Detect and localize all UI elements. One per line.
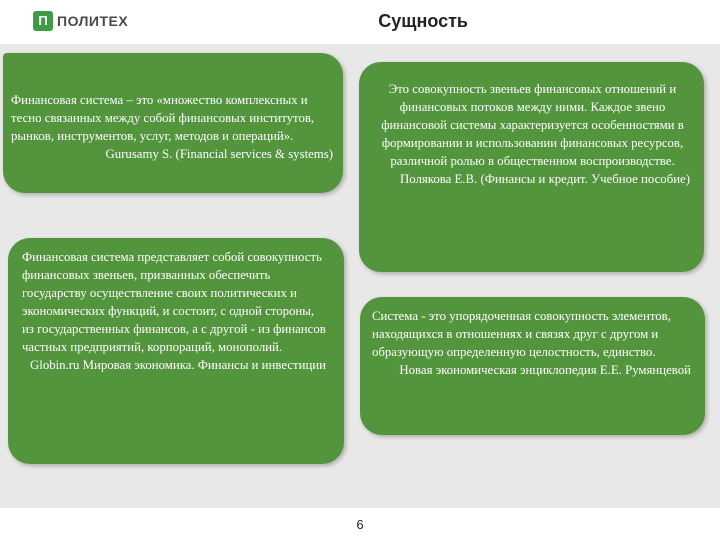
- page-title: Сущность: [378, 11, 468, 31]
- header: [0, 0, 720, 44]
- definition-source: Globin.ru Мировая экономика. Финансы и инвестиции: [30, 358, 326, 372]
- definition-card-polyakova: [359, 62, 704, 272]
- page-number: 6: [356, 517, 364, 532]
- definition-card-gurusamy: [3, 53, 343, 193]
- definition-text: Финансовая система представляет собой совокупность финансовых звеньев, призванных обеспечить государству осуществление своих политических и экономических функций, и состоит, с одной стороны, из государственных финансов, а с другой - из финансов частных предприятий, корпораций, монополий.: [22, 250, 326, 354]
- logo-text: ПОЛИТЕХ: [57, 13, 129, 29]
- definition-source: Gurusamy S. (Financial services & systems): [105, 147, 333, 161]
- definition-text: Финансовая система – это «множество комплексных и тесно связанных между собой финансовых институтов, рынков, инструментов, услуг, методов и операций».: [11, 93, 315, 143]
- definition-text: Система - это упорядоченная совокупность элементов, находящихся в отношениях и связях друг с другом и образующую определенную целостность, единство.: [372, 309, 671, 359]
- definition-source: Полякова Е.В. (Финансы и кредит. Учебное пособие): [400, 172, 690, 186]
- definition-card-globin: [8, 238, 344, 464]
- definition-card-rumyantseva: [360, 297, 705, 435]
- definition-text: Это совокупность звеньев финансовых отношений и финансовых потоков между ними. Каждое звено финансовой системы характеризуется особенностями в формировании и использовании финансовых ресурсов, различной ролью в общественном воспроизводстве.: [381, 82, 684, 168]
- logo-icon: П: [33, 11, 53, 31]
- logo: [33, 11, 128, 31]
- definition-source: Новая экономическая энциклопедия Е.Е. Румянцевой: [399, 363, 691, 377]
